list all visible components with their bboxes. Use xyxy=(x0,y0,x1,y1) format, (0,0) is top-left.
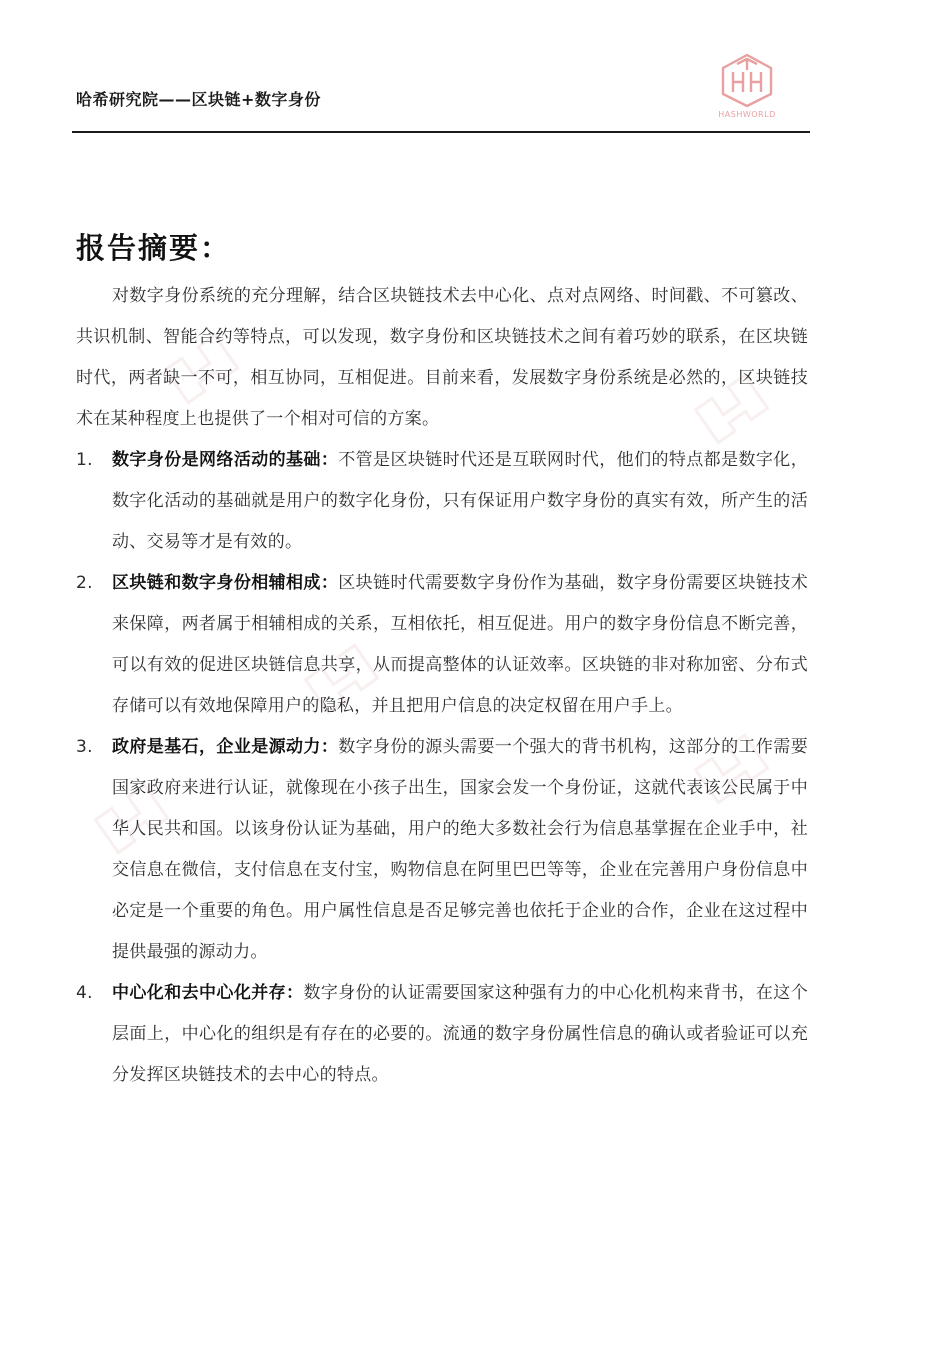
list-number: 3. xyxy=(76,737,93,757)
point-heading: 中心化和去中心化并存： xyxy=(112,983,304,1003)
list-number: 1. xyxy=(76,450,93,470)
list-number: 4. xyxy=(76,983,93,1003)
point-heading: 区块链和数字身份相辅相成： xyxy=(112,573,339,593)
point-heading: 数字身份是网络活动的基础： xyxy=(112,450,339,470)
page-header xyxy=(74,50,810,134)
point-text: 数字身份的认证需要国家这种强有力的中心化机构来背书，在这个层面上，中心化的组织是有存在的必要的。流通的数字身份属性信息的确认或者验证可以充分发挥区块链技术的去中心的特点。 xyxy=(112,983,808,1085)
report-summary xyxy=(76,276,808,1096)
header-divider xyxy=(72,131,810,133)
list-item xyxy=(76,563,808,727)
hashworld-logo xyxy=(712,52,782,124)
point-text: 区块链时代需要数字身份作为基础，数字身份需要区块链技术来保障，两者属于相辅相成的关系，互相依托，相互促进。用户的数字身份信息不断完善，可以有效的促进区块链信息共享，从而提高整体的认证效率。区块链的非对称加密、分布式存储可以有效地保障用户的隐私，并且把用户信息的决定权留在用户手上。 xyxy=(112,573,808,716)
logo-text: HASHWORLD xyxy=(718,110,776,119)
point-heading: 政府是基石，企业是源动力： xyxy=(112,737,339,757)
section-title: 报告摘要： xyxy=(76,231,232,265)
list-item xyxy=(76,440,808,563)
list-item xyxy=(76,973,808,1096)
hashworld-cube-icon xyxy=(719,52,775,108)
list-number: 2. xyxy=(76,573,93,593)
list-item xyxy=(76,727,808,973)
intro-paragraph: 对数字身份系统的充分理解，结合区块链技术去中心化、点对点网络、时间戳、不可篡改、共识机制、智能合约等特点，可以发现，数字身份和区块链技术之间有着巧妙的联系，在区块链时代，两者缺一不可，相互协同，互相促进。目前来看，发展数字身份系统是必然的，区块链技术在某种程度上也提供了一个相对可信的方案。 xyxy=(76,286,808,429)
key-points-list xyxy=(76,440,808,1096)
point-text: 不管是区块链时代还是互联网时代，他们的特点都是数字化，数字化活动的基础就是用户的数字化身份，只有保证用户数字身份的真实有效，所产生的活动、交易等才是有效的。 xyxy=(112,450,808,552)
point-text: 数字身份的源头需要一个强大的背书机构，这部分的工作需要国家政府来进行认证，就像现在小孩子出生，国家会发一个身份证，这就代表该公民属于中华人民共和国。以该身份认证为基础，用户的绝大多数社会行为信息基掌握在企业手中，社交信息在微信，支付信息在支付宝，购物信息在阿里巴巴等等，企业在完善用户身份信息中必定是一个重要的角色。用户属性信息是否足够完善也依托于企业的合作，企业在这过程中提供最强的源动力。 xyxy=(112,737,808,962)
header-title: 哈希研究院——区块链+数字身份 xyxy=(76,90,321,109)
